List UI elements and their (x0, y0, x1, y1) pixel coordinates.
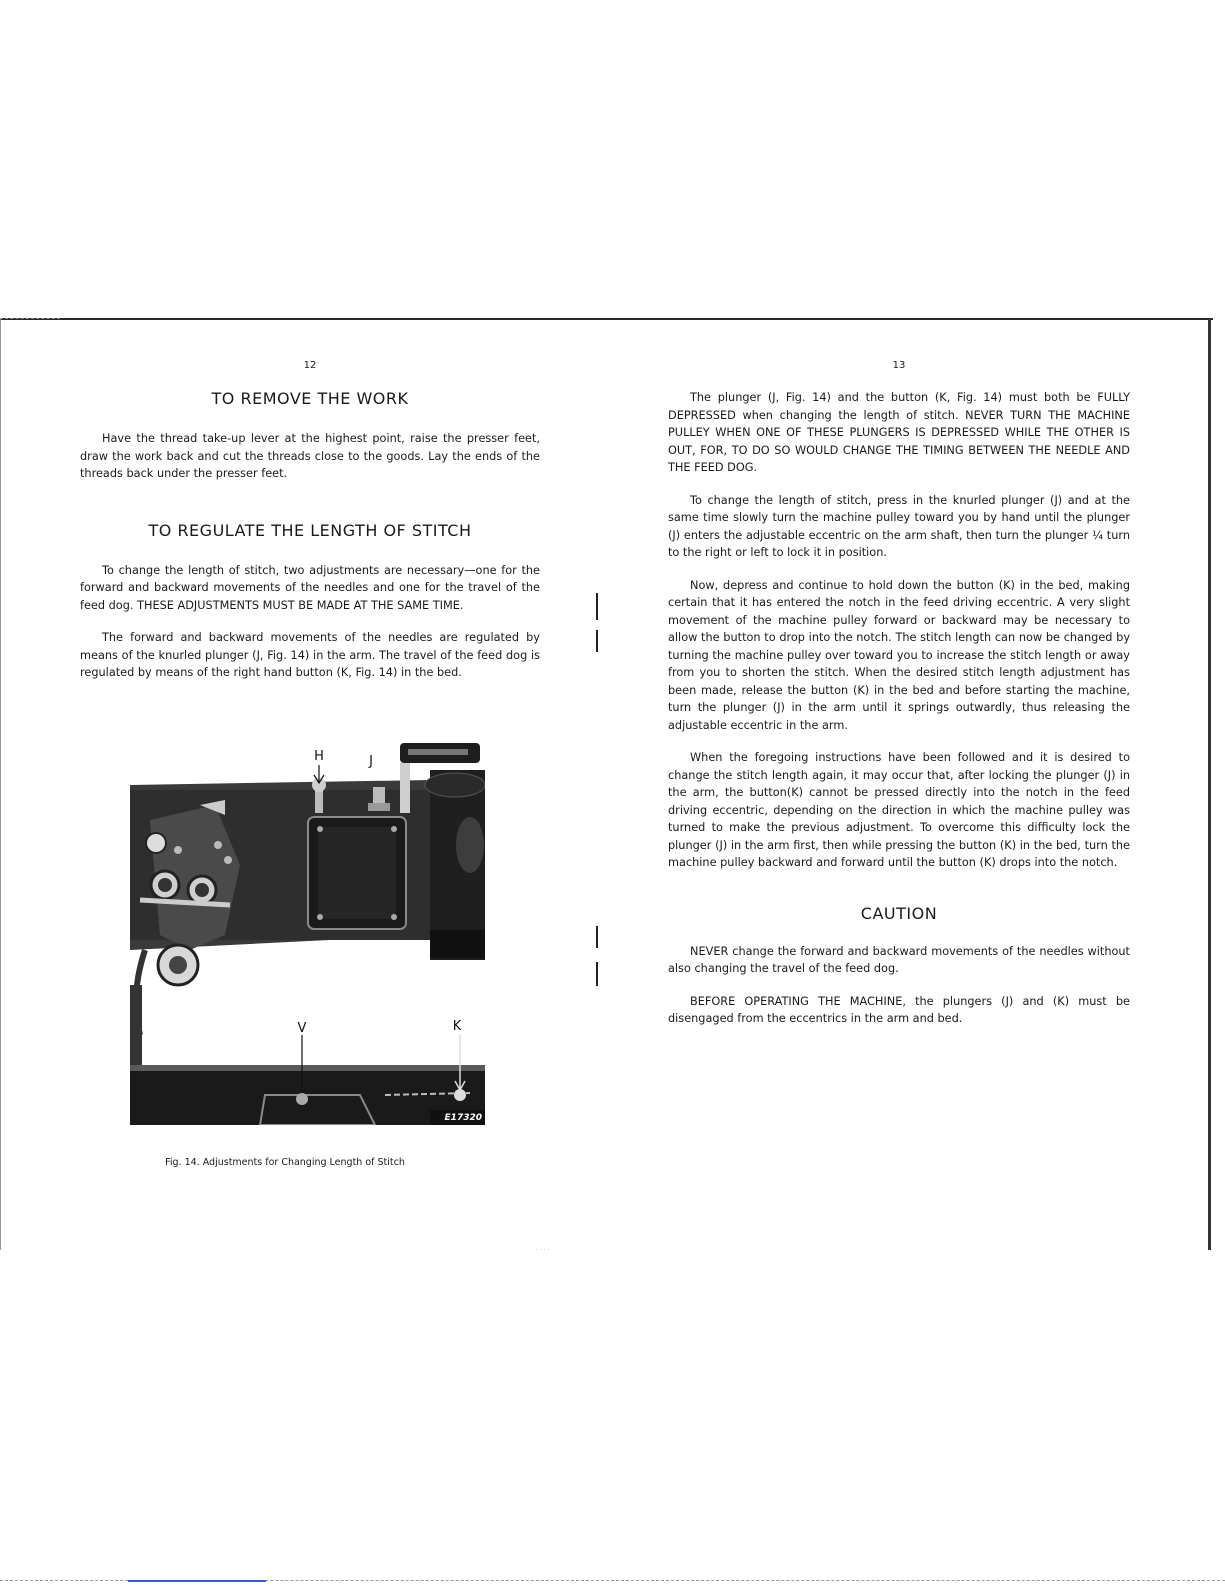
paragraph-right-4: When the foregoing instructions have been followed and it is desired to change the stitch length again, it may occur that, after locking the plunger (J) in the arm, the button(K) cannot be pressed directly into the notch in the feed driving eccentric, depending on the direction in which the machine pulley was turned to make the previous adjustment. To overcome this difficulty lock the plunger (J) in the arm first, then while pressing the button (K) in the bed, turn the machine pulley backward and forward until the button (K) drops into the notch. (668, 751, 1130, 869)
figure-caption: Fig. 14. Adjustments for Changing Length of Stitch (165, 1157, 405, 1168)
heading-regulate-stitch: TO REGULATE THE LENGTH OF STITCH (148, 520, 472, 540)
paragraph-regulate-2: The forward and backward movements of the needles are regulated by means of the knurled plunger (J, Fig. 14) in the arm. The travel of the feed dog is regulated by means of the right hand button (K, Fig. 14) in the bed. (80, 631, 540, 679)
figure-14 (130, 735, 485, 1125)
paragraph-remove-work: Have the thread take-up lever at the highest point, raise the presser feet, draw the work back and cut the threads close to the goods. Lay the ends of the threads back under the presser feet. (80, 432, 540, 480)
right-page (668, 360, 1130, 1028)
paragraph-regulate-1: To change the length of stitch, two adjustments are necessary—one for the forward and backward movements of the needles and one for the travel of the feed dog. THESE ADJUSTMENTS MUST BE MADE AT THE SAME TIME. (80, 563, 540, 612)
page-number-right: 13 (892, 360, 906, 371)
figure-label-k: K (452, 1019, 462, 1034)
figure-label-v: V (297, 1021, 307, 1036)
heading-remove-work: TO REMOVE THE WORK (211, 389, 409, 408)
paragraph-right-1: The plunger (J, Fig. 14) and the button (K, Fig. 14) must both be FULLY DEPRESSED when changing the length of stitch. NEVER TURN THE MACHINE PULLEY WHEN ONE OF THESE PLUNGERS IS DEPRESSED WHILE THE OTHER IS OUT, FOR, TO DO SO WOULD CHANGE THE TIMING BETWEEN THE NEEDLE AND THE FEED DOG. (668, 391, 1130, 474)
gutter-mark (596, 926, 598, 948)
sewing-machine-photo (130, 735, 485, 1125)
gutter-mark (596, 593, 598, 620)
heading-caution: CAUTION (860, 903, 938, 923)
left-scan-edge (0, 318, 1, 1250)
paragraph-right-2: To change the length of stitch, press in the knurled plunger (J) and at the same time slowly turn the machine pulley toward you by hand until the plunger (J) enters the adjustable eccentric on the arm shaft, then turn the plunger ¼ turn to the right or left to lock it in position. (668, 493, 1130, 559)
top-scan-edge-dashed (0, 318, 60, 319)
figure-label-h: H (314, 749, 324, 764)
scan-speck: . . . . (536, 1245, 550, 1252)
top-scan-edge (0, 318, 1213, 320)
paragraph-right-3: Now, depress and continue to hold down the button (K) in the bed, making certain that it has entered the notch in the feed driving eccentric. A very slight movement of the machine pulley forward or backward may be necessary to allow the button to drop into the notch. The stitch length can now be changed by turning the machine pulley over toward you to increase the stitch length or away from you to shorten the stitch. When the desired stitch length adjustment has been made, release the button (K) in the bed and before starting the machine, turn the plunger (J) in the arm until it springs outwardly, thus releasing the adjustable eccentric in the arm. (668, 578, 1130, 732)
bottom-scan-mark (128, 1580, 266, 1582)
paragraph-caution-1: NEVER change the forward and backward movements of the needles without also changing the travel of the feed dog. (668, 944, 1130, 975)
paragraph-caution-2: BEFORE OPERATING THE MACHINE, the plungers (J) and (K) must be disengaged from the eccentrics in the arm and bed. (668, 994, 1130, 1025)
gutter-mark (596, 962, 598, 986)
right-scan-edge (1208, 318, 1211, 1250)
left-page (80, 360, 540, 682)
figure-photo-code: E17320 (444, 1113, 482, 1123)
page-number-left: 12 (303, 360, 317, 371)
figure-label-j: J (369, 754, 373, 769)
gutter-mark (596, 630, 598, 652)
